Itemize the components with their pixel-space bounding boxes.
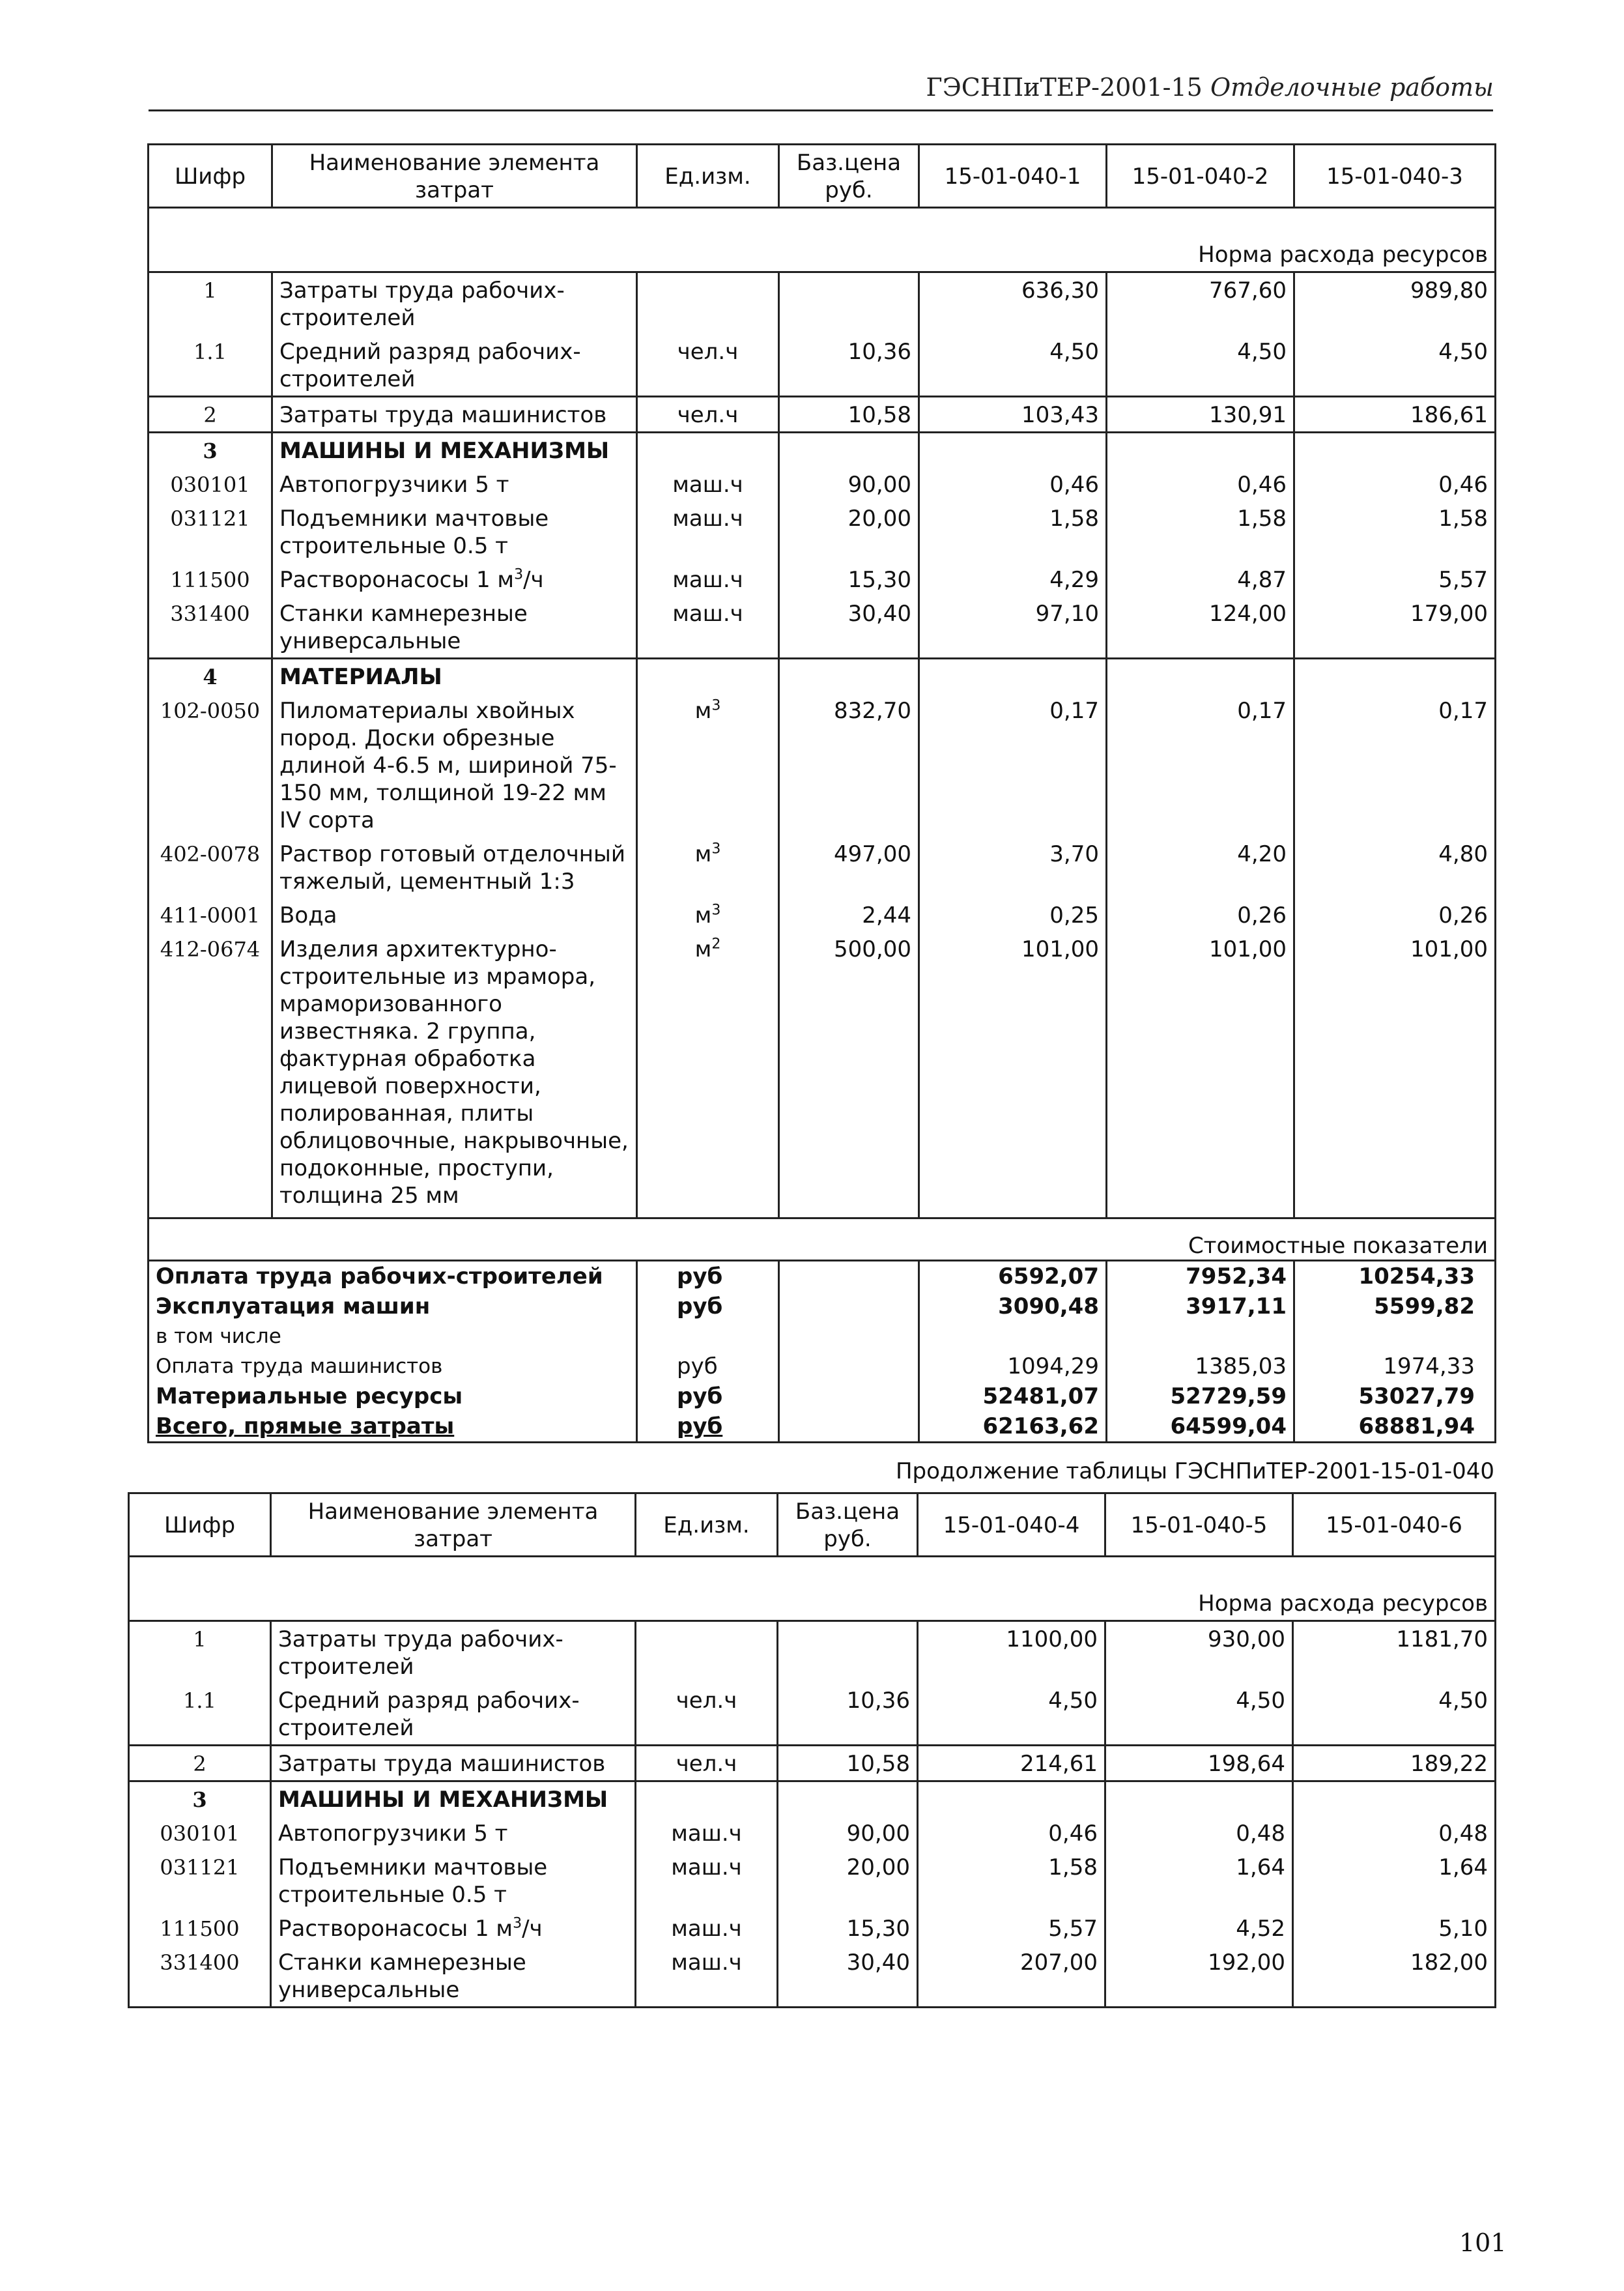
row-value-1: 97,10 [919,596,1107,659]
table-continuation-caption: Продолжение таблицы ГЭСНПиТЕР-2001-15-01-040 [895,1458,1494,1484]
resource-table-2 [128,1492,1496,2008]
row-value-1: 4,29 [919,562,1107,596]
row-value-3: 5,57 [1294,562,1496,596]
section-title: МАШИНЫ И МЕХАНИЗМЫ [271,1781,636,1817]
row-value-3: 4,80 [1294,837,1496,898]
norm-label: Норма расхода ресурсов [129,1557,1496,1621]
cost-row [149,1291,1496,1321]
row-unit: чел.ч [636,1683,778,1746]
row-code: 1.1 [149,334,272,397]
row-price: 832,70 [779,693,919,837]
row-code: 111500 [129,1911,271,1945]
cost-row [149,1261,1496,1292]
cost-item-value-2: 64599,04 [1107,1411,1294,1443]
row-value-3: 179,00 [1294,596,1496,659]
row-value-1: 4,50 [918,1683,1105,1746]
row-price: 497,00 [779,837,919,898]
section-code: 3 [129,1781,271,1817]
cost-item-value-1: 6592,07 [919,1261,1107,1292]
row-value-2: 101,00 [1107,932,1294,1218]
row-code: 331400 [129,1945,271,2008]
norm-label-row [129,1557,1496,1621]
row-code: 402-0078 [149,837,272,898]
row-name: Изделия архитектурно-строительные из мрамора, мраморизованного известняка. 2 группа, фактурная обработка лицевой поверхности, полированная, плиты облицовочные, накрывочные, подоконные, проступи, толщина 25 мм [272,932,637,1218]
row-value-1: 1,58 [919,501,1107,562]
row-price: 20,00 [779,501,919,562]
cost-item-unit: руб [637,1291,779,1321]
row-value-3: 186,61 [1294,397,1496,433]
row-value-1: 214,61 [918,1746,1105,1781]
row-value-2: 4,50 [1107,334,1294,397]
cost-item-label: Эксплуатация машин [149,1291,637,1321]
row-code: 031121 [129,1850,271,1911]
row-name: Автопогрузчики 5 т [271,1816,636,1850]
col-header-norm-2: 15-01-040-2 [1107,145,1294,208]
header-title-main: ГЭСНПиТЕР-2001-15 [926,73,1203,102]
cost-label-row [149,1218,1496,1261]
row-unit: $м^3$ [637,898,779,932]
cost-item-value-3: 10254,33 [1294,1261,1496,1292]
col-header-name: Наименование элемента затрат [271,1493,636,1557]
header-rule [149,109,1493,111]
norm-label: Норма расхода ресурсов [149,208,1496,272]
row-unit: маш.ч [636,1945,778,2008]
col-header-price: Баз.цена руб. [778,1493,918,1557]
row-value-1: 4,50 [919,334,1107,397]
cost-item-value-2: 52729,59 [1107,1381,1294,1411]
col-header-code: Шифр [149,145,272,208]
row-code: 030101 [129,1816,271,1850]
row-value-2: 0,48 [1105,1816,1293,1850]
row-price: 20,00 [778,1850,918,1911]
section-title: МАТЕРИАЛЫ [272,659,637,694]
table-row [149,693,1496,837]
row-code: 2 [149,397,272,433]
row-unit: маш.ч [637,562,779,596]
row-value-2: 4,52 [1105,1911,1293,1945]
table-row [149,932,1496,1218]
row-unit: маш.ч [636,1850,778,1911]
row-value-1: 5,57 [918,1911,1105,1945]
row-value-2: 124,00 [1107,596,1294,659]
section-title: МАШИНЫ И МЕХАНИЗМЫ [272,433,637,468]
table-row [129,1945,1496,2008]
row-value-3: 0,26 [1294,898,1496,932]
row-code: 1 [149,272,272,335]
row-name: Станки камнерезные универсальные [271,1945,636,2008]
cost-item-value-2: 7952,34 [1107,1261,1294,1292]
row-value-2: 0,17 [1107,693,1294,837]
row-code: 111500 [149,562,272,596]
col-header-norm-6: 15-01-040-6 [1293,1493,1496,1557]
table-row [129,1746,1496,1781]
table-header-row [129,1493,1496,1557]
row-code: 1.1 [129,1683,271,1746]
row-name: Вода [272,898,637,932]
row-price [778,1621,918,1684]
row-value-1: 1,58 [918,1850,1105,1911]
row-value-3: 4,50 [1294,334,1496,397]
row-code: 331400 [149,596,272,659]
row-unit: маш.ч [636,1911,778,1945]
cost-row [149,1351,1496,1381]
cost-item-value-3: 53027,79 [1294,1381,1496,1411]
row-unit: $м^2$ [637,932,779,1218]
row-value-3: 0,48 [1293,1816,1496,1850]
row-value-2: 1,64 [1105,1850,1293,1911]
cost-item-unit: руб [637,1261,779,1292]
cost-item-value-1: 3090,48 [919,1291,1107,1321]
row-price: 10,36 [778,1683,918,1746]
row-name: Затраты труда машинистов [271,1746,636,1781]
cost-item-value-1: 62163,62 [919,1411,1107,1443]
row-price [779,272,919,335]
table-row [149,334,1496,397]
table-row [149,596,1496,659]
row-value-1: 101,00 [919,932,1107,1218]
row-value-1: 0,25 [919,898,1107,932]
row-value-3: 182,00 [1293,1945,1496,2008]
col-header-unit: Ед.изм. [637,145,779,208]
row-value-2: 4,20 [1107,837,1294,898]
row-price: 10,36 [779,334,919,397]
row-unit: чел.ч [637,397,779,433]
row-price: 15,30 [778,1911,918,1945]
row-unit: маш.ч [637,467,779,501]
section-code: 3 [149,433,272,468]
row-unit [636,1621,778,1684]
row-name: Затраты труда рабочих-строителей [271,1621,636,1684]
row-name: Станки камнерезные универсальные [272,596,637,659]
page-header-title [926,73,1494,102]
row-name: Затраты труда машинистов [272,397,637,433]
row-value-3: 0,17 [1294,693,1496,837]
cost-item-value-1: 1094,29 [919,1351,1107,1381]
col-header-price: Баз.цена руб. [779,145,919,208]
section-row [129,1781,1496,1817]
cost-item-value-3: 5599,82 [1294,1291,1496,1321]
col-header-name: Наименование элемента затрат [272,145,637,208]
table-row [149,467,1496,501]
row-value-1: 0,17 [919,693,1107,837]
table-row [129,1621,1496,1684]
cost-item-unit: руб [637,1411,779,1443]
cost-item-label: Всего, прямые затраты [149,1411,637,1443]
row-value-3: 989,80 [1294,272,1496,335]
cost-item-label: Оплата труда рабочих-строителей [149,1261,637,1292]
table-row [149,397,1496,433]
cost-item-value-3: 68881,94 [1294,1411,1496,1443]
row-value-2: 0,46 [1107,467,1294,501]
section-row [149,433,1496,468]
cost-item-unit: руб [637,1381,779,1411]
row-value-2: 198,64 [1105,1746,1293,1781]
table-row [129,1911,1496,1945]
table-row [129,1850,1496,1911]
table-row [149,837,1496,898]
cost-item-value-2: 1385,03 [1107,1351,1294,1381]
row-value-3: 0,46 [1294,467,1496,501]
row-name: Раствор готовый отделочный тяжелый, цементный 1:3 [272,837,637,898]
row-price: 10,58 [779,397,919,433]
row-name: Средний разряд рабочих-строителей [272,334,637,397]
row-code: 102-0050 [149,693,272,837]
row-price: 30,40 [778,1945,918,2008]
row-price: 90,00 [778,1816,918,1850]
row-value-2: 130,91 [1107,397,1294,433]
row-unit: маш.ч [636,1816,778,1850]
row-code: 031121 [149,501,272,562]
row-value-1: 207,00 [918,1945,1105,2008]
cost-row [149,1411,1496,1443]
cost-item-value-2: 3917,11 [1107,1291,1294,1321]
header-title-section: Отделочные работы [1210,73,1494,102]
col-header-code: Шифр [129,1493,271,1557]
row-value-3: 101,00 [1294,932,1496,1218]
table-row [149,501,1496,562]
row-value-2: 4,87 [1107,562,1294,596]
section-row [149,659,1496,694]
col-header-norm-5: 15-01-040-5 [1105,1493,1293,1557]
row-unit: $м^3$ [637,837,779,898]
row-value-1: 0,46 [919,467,1107,501]
table-row [149,898,1496,932]
row-name: Подъемники мачтовые строительные 0.5 т [271,1850,636,1911]
row-name: Средний разряд рабочих-строителей [271,1683,636,1746]
row-price: 15,30 [779,562,919,596]
col-header-norm-1: 15-01-040-1 [919,145,1107,208]
row-value-3: 1181,70 [1293,1621,1496,1684]
row-value-2: 192,00 [1105,1945,1293,2008]
row-name: Затраты труда рабочих-строителей [272,272,637,335]
row-price: 90,00 [779,467,919,501]
row-value-2: 930,00 [1105,1621,1293,1684]
row-name: Растворонасосы 1 $м^3/ч$ [271,1911,636,1945]
row-name: Пиломатериалы хвойных пород. Доски обрезные длиной 4-6.5 м, шириной 75-150 мм, толщиной 19-22 мм IV сорта [272,693,637,837]
row-value-2: 767,60 [1107,272,1294,335]
row-name: Подъемники мачтовые строительные 0.5 т [272,501,637,562]
cost-item-note: в том числе [149,1321,637,1351]
table-row [149,562,1496,596]
row-value-1: 3,70 [919,837,1107,898]
row-name: Автопогрузчики 5 т [272,467,637,501]
row-value-2: 1,58 [1107,501,1294,562]
cost-row [149,1381,1496,1411]
table-header-row [149,145,1496,208]
row-price: 30,40 [779,596,919,659]
row-value-2: 4,50 [1105,1683,1293,1746]
row-unit: маш.ч [637,596,779,659]
cost-item-label: Материальные ресурсы [149,1381,637,1411]
row-code: 1 [129,1621,271,1684]
row-unit: чел.ч [636,1746,778,1781]
row-price: 10,58 [778,1746,918,1781]
row-unit: $м^3$ [637,693,779,837]
row-value-1: 103,43 [919,397,1107,433]
norm-label-row [149,208,1496,272]
section-code: 4 [149,659,272,694]
row-price: 2,44 [779,898,919,932]
cost-row [149,1321,1496,1351]
col-header-norm-4: 15-01-040-4 [918,1493,1105,1557]
row-value-1: 636,30 [919,272,1107,335]
cost-item-label: Оплата труда машинистов [149,1351,637,1381]
row-value-3: 189,22 [1293,1746,1496,1781]
table-row [129,1683,1496,1746]
row-unit: чел.ч [637,334,779,397]
cost-item-value-3: 1974,33 [1294,1351,1496,1381]
col-header-unit: Ед.изм. [636,1493,778,1557]
col-header-norm-3: 15-01-040-3 [1294,145,1496,208]
row-price: 500,00 [779,932,919,1218]
row-unit: маш.ч [637,501,779,562]
cost-item-unit: руб [637,1351,779,1381]
table-row [129,1816,1496,1850]
row-unit [637,272,779,335]
row-value-3: 1,64 [1293,1850,1496,1911]
table-row [149,272,1496,335]
cost-item-value-1: 52481,07 [919,1381,1107,1411]
row-value-3: 4,50 [1293,1683,1496,1746]
row-code: 412-0674 [149,932,272,1218]
row-code: 411-0001 [149,898,272,932]
row-value-1: 0,46 [918,1816,1105,1850]
row-value-3: 5,10 [1293,1911,1496,1945]
row-name: Растворонасосы 1 $м^3/ч$ [272,562,637,596]
row-code: 030101 [149,467,272,501]
row-code: 2 [129,1746,271,1781]
row-value-2: 0,26 [1107,898,1294,932]
resource-table-1 [147,143,1496,1443]
page-number: 101 [1459,2228,1507,2257]
row-value-3: 1,58 [1294,501,1496,562]
cost-label: Стоимостные показатели [149,1218,1496,1261]
row-value-1: 1100,00 [918,1621,1105,1684]
